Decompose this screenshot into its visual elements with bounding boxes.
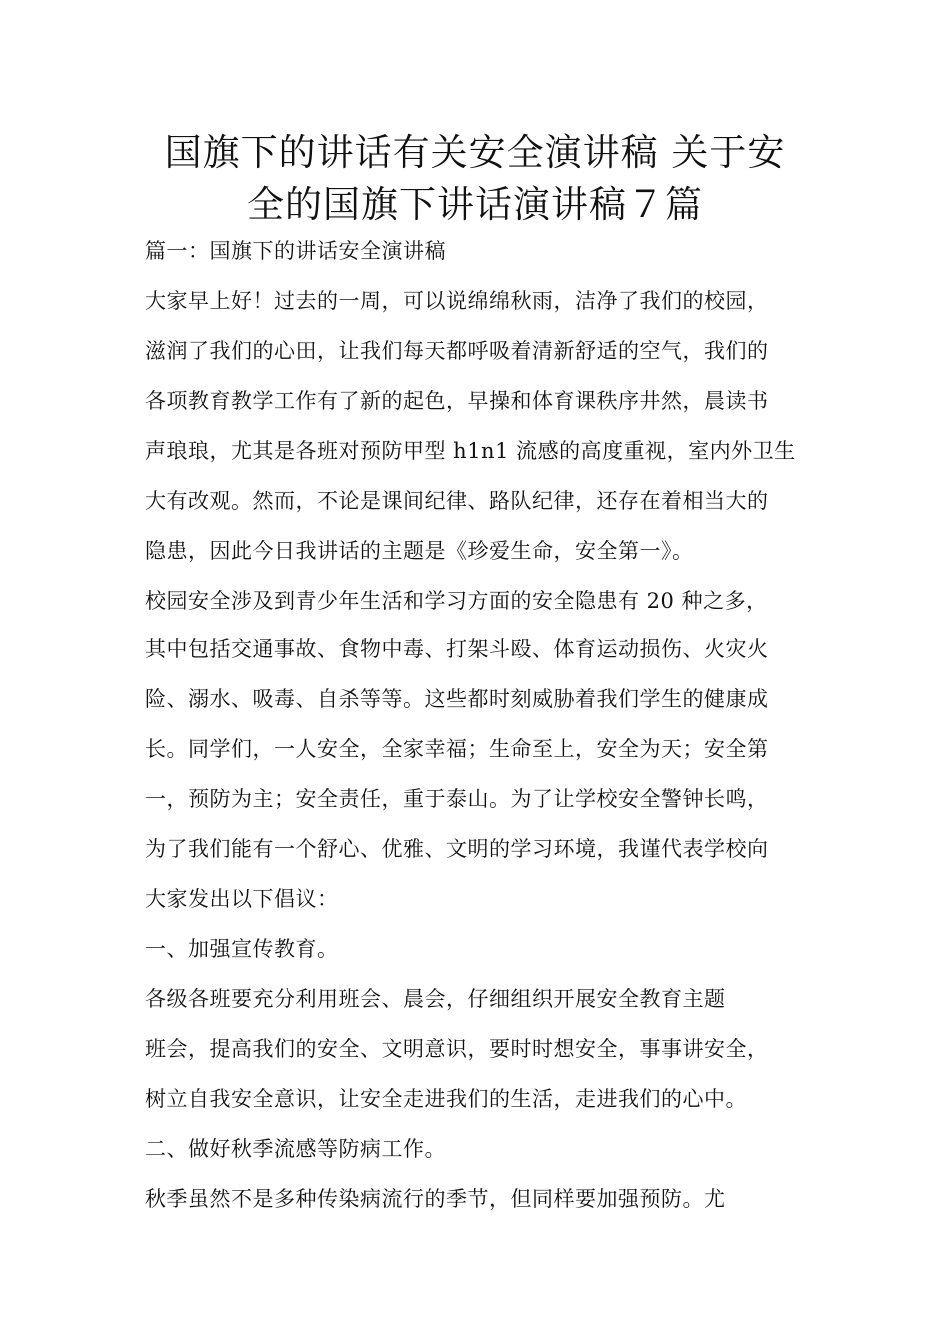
- body-line: 其中包括交通事故、食物中毒、打架斗殴、体育运动损伤、火灾火: [145, 637, 769, 661]
- body-line: 各级各班要充分利用班会、晨会，仔细组织开展安全教育主题: [145, 987, 726, 1011]
- body-line: 为了我们能有一个舒心、优雅、文明的学习环境，我谨代表学校向: [145, 837, 769, 861]
- body-line: 大有改观。然而，不论是课间纪律、路队纪律，还存在着相当大的: [145, 489, 769, 513]
- list-heading-1: 一、加强宣传教育。: [145, 937, 339, 961]
- body-line: 隐患，因此今日我讲话的主题是《珍爱生命，安全第一》。: [145, 539, 694, 563]
- document-title-line-2: 全的国旗下讲话演讲稿７篇: [247, 183, 703, 226]
- document-title-line-1: 国旗下的讲话有关安全演讲稿 关于安: [164, 131, 786, 174]
- body-line: 树立自我安全意识，让安全走进我们的生活，走进我们的心中。: [145, 1087, 747, 1111]
- body-line: 一，预防为主；安全责任，重于泰山。为了让学校安全警钟长鸣，: [145, 787, 769, 811]
- body-line: 大家发出以下倡议：: [145, 887, 339, 911]
- body-line: 秋季虽然不是多种传染病流行的季节，但同样要加强预防。尤: [145, 1187, 726, 1211]
- list-heading-2: 二、做好秋季流感等防病工作。: [145, 1137, 446, 1161]
- body-line: 大家早上好！过去的一周，可以说绵绵秋雨，洁净了我们的校园，: [145, 289, 769, 313]
- section-heading: 篇一：国旗下的讲话安全演讲稿: [145, 239, 446, 263]
- body-line: 长。同学们，一人安全，全家幸福；生命至上，安全为天；安全第: [145, 737, 769, 761]
- body-line: 险、溺水、吸毒、自杀等等。这些都时刻威胁着我们学生的健康成: [145, 687, 769, 711]
- body-line: 各项教育教学工作有了新的起色，早操和体育课秩序井然，晨读书: [145, 389, 769, 413]
- body-line: 声琅琅，尤其是各班对预防甲型 h1n1 流感的高度重视，室内外卫生: [145, 439, 796, 463]
- body-line: 校园安全涉及到青少年生活和学习方面的安全隐患有 20 种之多，: [145, 589, 768, 613]
- body-line: 班会，提高我们的安全、文明意识，要时时想安全，事事讲安全，: [145, 1037, 769, 1061]
- body-line: 滋润了我们的心田，让我们每天都呼吸着清新舒适的空气，我们的: [145, 339, 769, 363]
